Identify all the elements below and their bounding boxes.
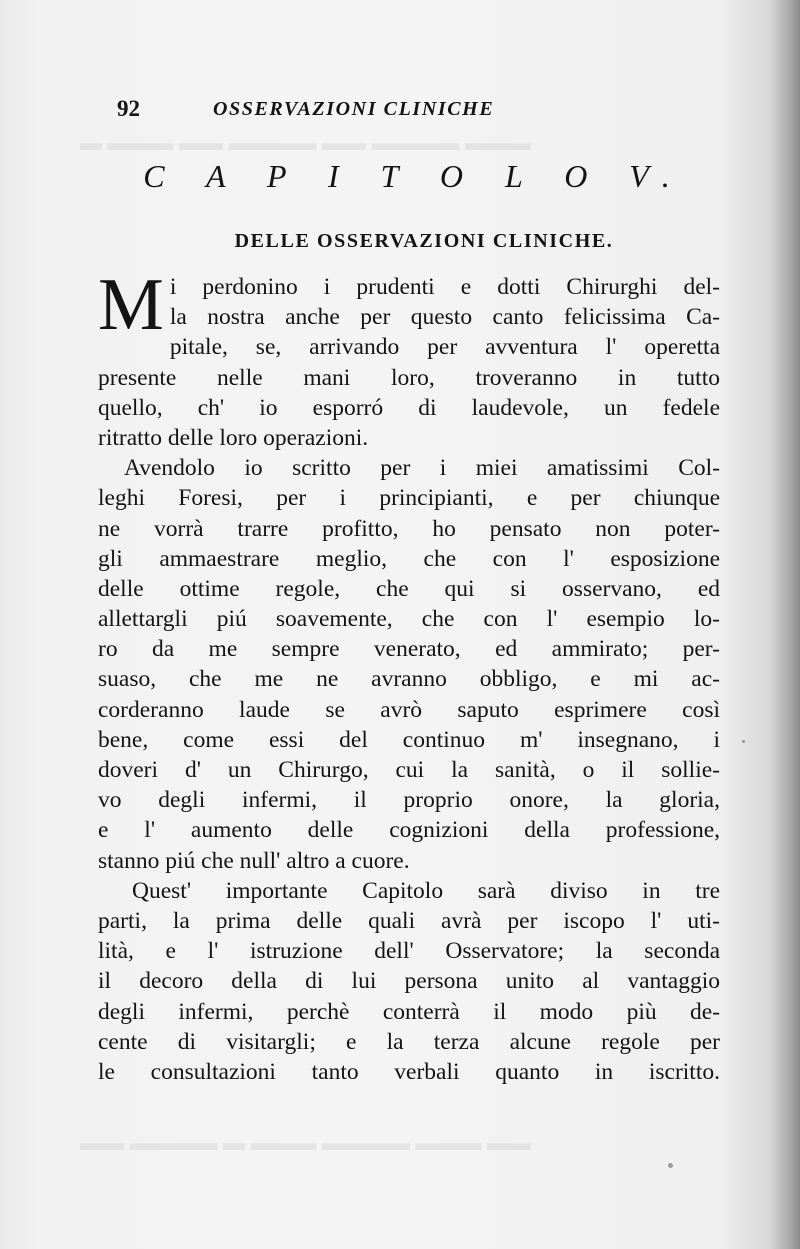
running-head [117,96,597,128]
text-line: bene, come essi del continuo m' insegnano, i [98,726,720,753]
text-line: delle ottime regole, che qui si osservano, ed [98,575,720,602]
running-head-title: OSSERVAZIONI CLINICHE [213,98,495,120]
ink-speck [742,740,745,743]
text-line: pitale, se, arrivando per avventura l' operetta [169,334,720,361]
text-line: leghi Foresi, per i principianti, e per chiunque [98,485,720,512]
ink-speck [668,1163,673,1168]
text-line: doveri d' un Chirurgo, cui la sanità, o il sollie- [98,757,720,783]
page-number: 92 [117,96,140,121]
drop-cap: M [98,264,164,346]
text-line: parti, la prima delle quali avrà per iscopo l' uti- [98,907,720,934]
text-line: ritratto delle loro operazioni. [98,424,369,451]
text-line: Quest' importante Capitolo sarà diviso in tre [132,877,720,904]
text-line: il decoro della di lui persona unito al vantaggio [98,968,720,995]
chapter-title: C A P I T O L O V. [143,158,687,194]
text-line: Avendolo io scritto per i miei amatissimi Col- [124,455,720,482]
text-line: ro da me sempre venerato, ed ammirato; per- [98,636,720,663]
paragraph [98,453,720,876]
paragraph [98,264,720,453]
text-line: e l' aumento delle cognizioni della professione, [98,817,720,844]
text-line: le consultazioni tanto verbali quanto in iscritto. [98,1058,720,1085]
text-line: quello, ch' io esporró di laudevole, un fedele [98,394,720,421]
show-through-texture: ▬▬ ▬▬▬▬ ▬ ▬▬▬ ▬▬▬▬ ▬▬▬ ▬▬ [80,1130,531,1155]
body-text [98,264,720,1087]
text-line: corderanno laude se avrò saputo esprimere così [98,696,720,723]
text-line: suaso, che me ne avranno obbligo, e mi ac- [98,666,720,693]
text-line: la nostra anche per questo canto felicissima Ca- [169,304,720,331]
text-line: stanno piú che null' altro a cuore. [98,847,410,874]
text-line: ne vorrà trarre profitto, ho pensato non poter- [98,515,720,542]
text-line: gli ammaestrare meglio, che con l' esposizione [98,545,720,572]
text-line: degli infermi, perchè conterrà il modo più de- [98,998,720,1025]
text-line: i perdonino i prudenti e dotti Chirurghi del- [169,274,720,300]
paragraph [98,876,720,1087]
text-line: allettargli piú soavemente, che con l' esempio lo- [98,606,720,633]
text-line: presente nelle mani loro, troveranno in tutto [98,364,720,391]
text-line: lità, e l' istruzione dell' Osservatore; la seconda [98,938,720,965]
text-line: cente di visitargli; e la terza alcune regole per [98,1028,720,1055]
section-heading: DELLE OSSERVAZIONI CLINICHE. [234,230,614,252]
show-through-texture: ▬ ▬▬▬ ▬▬ ▬▬▬▬ ▬▬ ▬▬▬▬ ▬▬▬ [80,130,531,155]
text-line: vo degli infermi, il proprio onore, la gloria, [98,787,720,814]
